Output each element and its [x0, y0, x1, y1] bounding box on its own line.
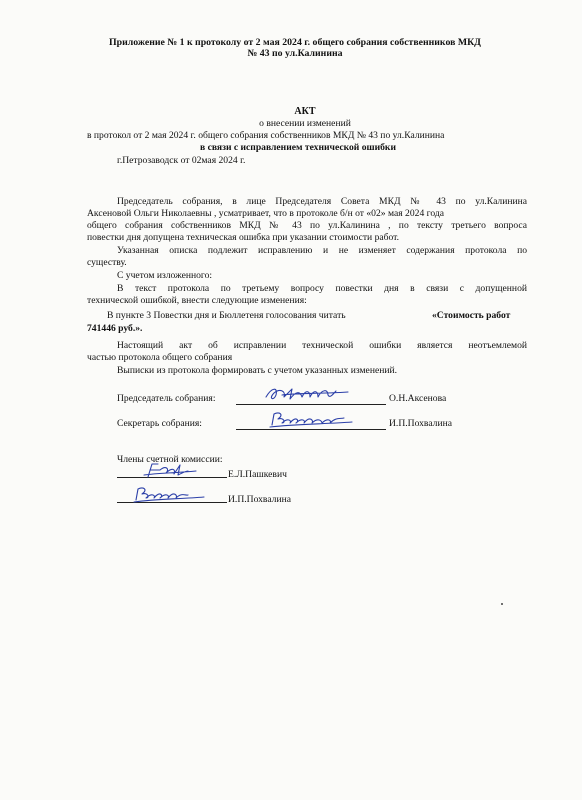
body-text-line: В пункте 3 Повестки дня и Бюллетеня голосования читать	[107, 310, 346, 321]
member1-name: Е.Л.Пашкевич	[228, 469, 287, 480]
act-title: АКТ	[294, 106, 316, 117]
body-text-line: Аксеновой Ольги Николаевны , усматривает, что в протоколе б/н от «02» мая 2024 года	[87, 208, 444, 219]
body-text-line: Указанная описка подлежит исправлению и не изменяет содержания протокола по	[117, 245, 527, 256]
body-text-line: технической ошибкой, внести следующие изменения:	[87, 295, 307, 306]
body-text-line: Председатель собрания, в лице Председателя Совета МКД № 43 по ул.Калинина	[117, 196, 527, 207]
member1-signature	[140, 459, 200, 481]
secretary-signature	[266, 409, 356, 431]
body-text-line: Настоящий акт об исправлении технической ошибки является неотъемлемой	[117, 340, 527, 351]
body-text-line: повестки дня допущена техническая ошибка при указании стоимости работ.	[87, 232, 400, 243]
body-text-line: существу.	[87, 257, 127, 268]
act-reason-line: в связи с исправлением технической ошибки	[200, 142, 396, 153]
header-line-1: Приложение № 1 к протоколу от 2 мая 2024 г. общего собрания собственников МКД	[109, 37, 481, 48]
body-bold-text: «Стоимость работ	[432, 310, 511, 321]
body-text-line: Выписки из протокола формировать с учетом указанных изменений.	[117, 365, 398, 376]
chair-name: О.Н.Аксенова	[389, 393, 447, 404]
chair-signature	[262, 383, 352, 405]
body-text-line: частью протокола общего собрания	[87, 352, 233, 363]
secretary-name: И.П.Похвалина	[389, 418, 452, 429]
commission-label: Члены счетной комиссии:	[117, 454, 223, 465]
member2-name: И.П.Похвалина	[228, 494, 291, 505]
chair-label: Председатель собрания:	[117, 393, 216, 404]
secretary-label: Секретарь собрания:	[117, 418, 202, 429]
member2-signature	[130, 484, 210, 506]
act-reference-line: в протокол от 2 мая 2024 г. общего собрания собственников МКД № 43 по ул.Калинина	[87, 130, 445, 141]
body-text-line: С учетом изложенного:	[117, 270, 213, 281]
paper-speck	[501, 603, 503, 605]
place-date: г.Петрозаводск от 02мая 2024 г.	[117, 155, 246, 166]
body-bold-text: 741446 руб.».	[87, 323, 143, 334]
header-line-2: № 43 по ул.Калинина	[247, 48, 343, 59]
body-text-line: В текст протокола по третьему вопросу повестки дня в связи с допущенной	[117, 283, 527, 294]
body-text-line: общего собрания собственников МКД № 43 по ул.Калинина , по тексту третьего вопроса	[87, 220, 527, 231]
act-subtitle: о внесении изменений	[259, 118, 351, 129]
